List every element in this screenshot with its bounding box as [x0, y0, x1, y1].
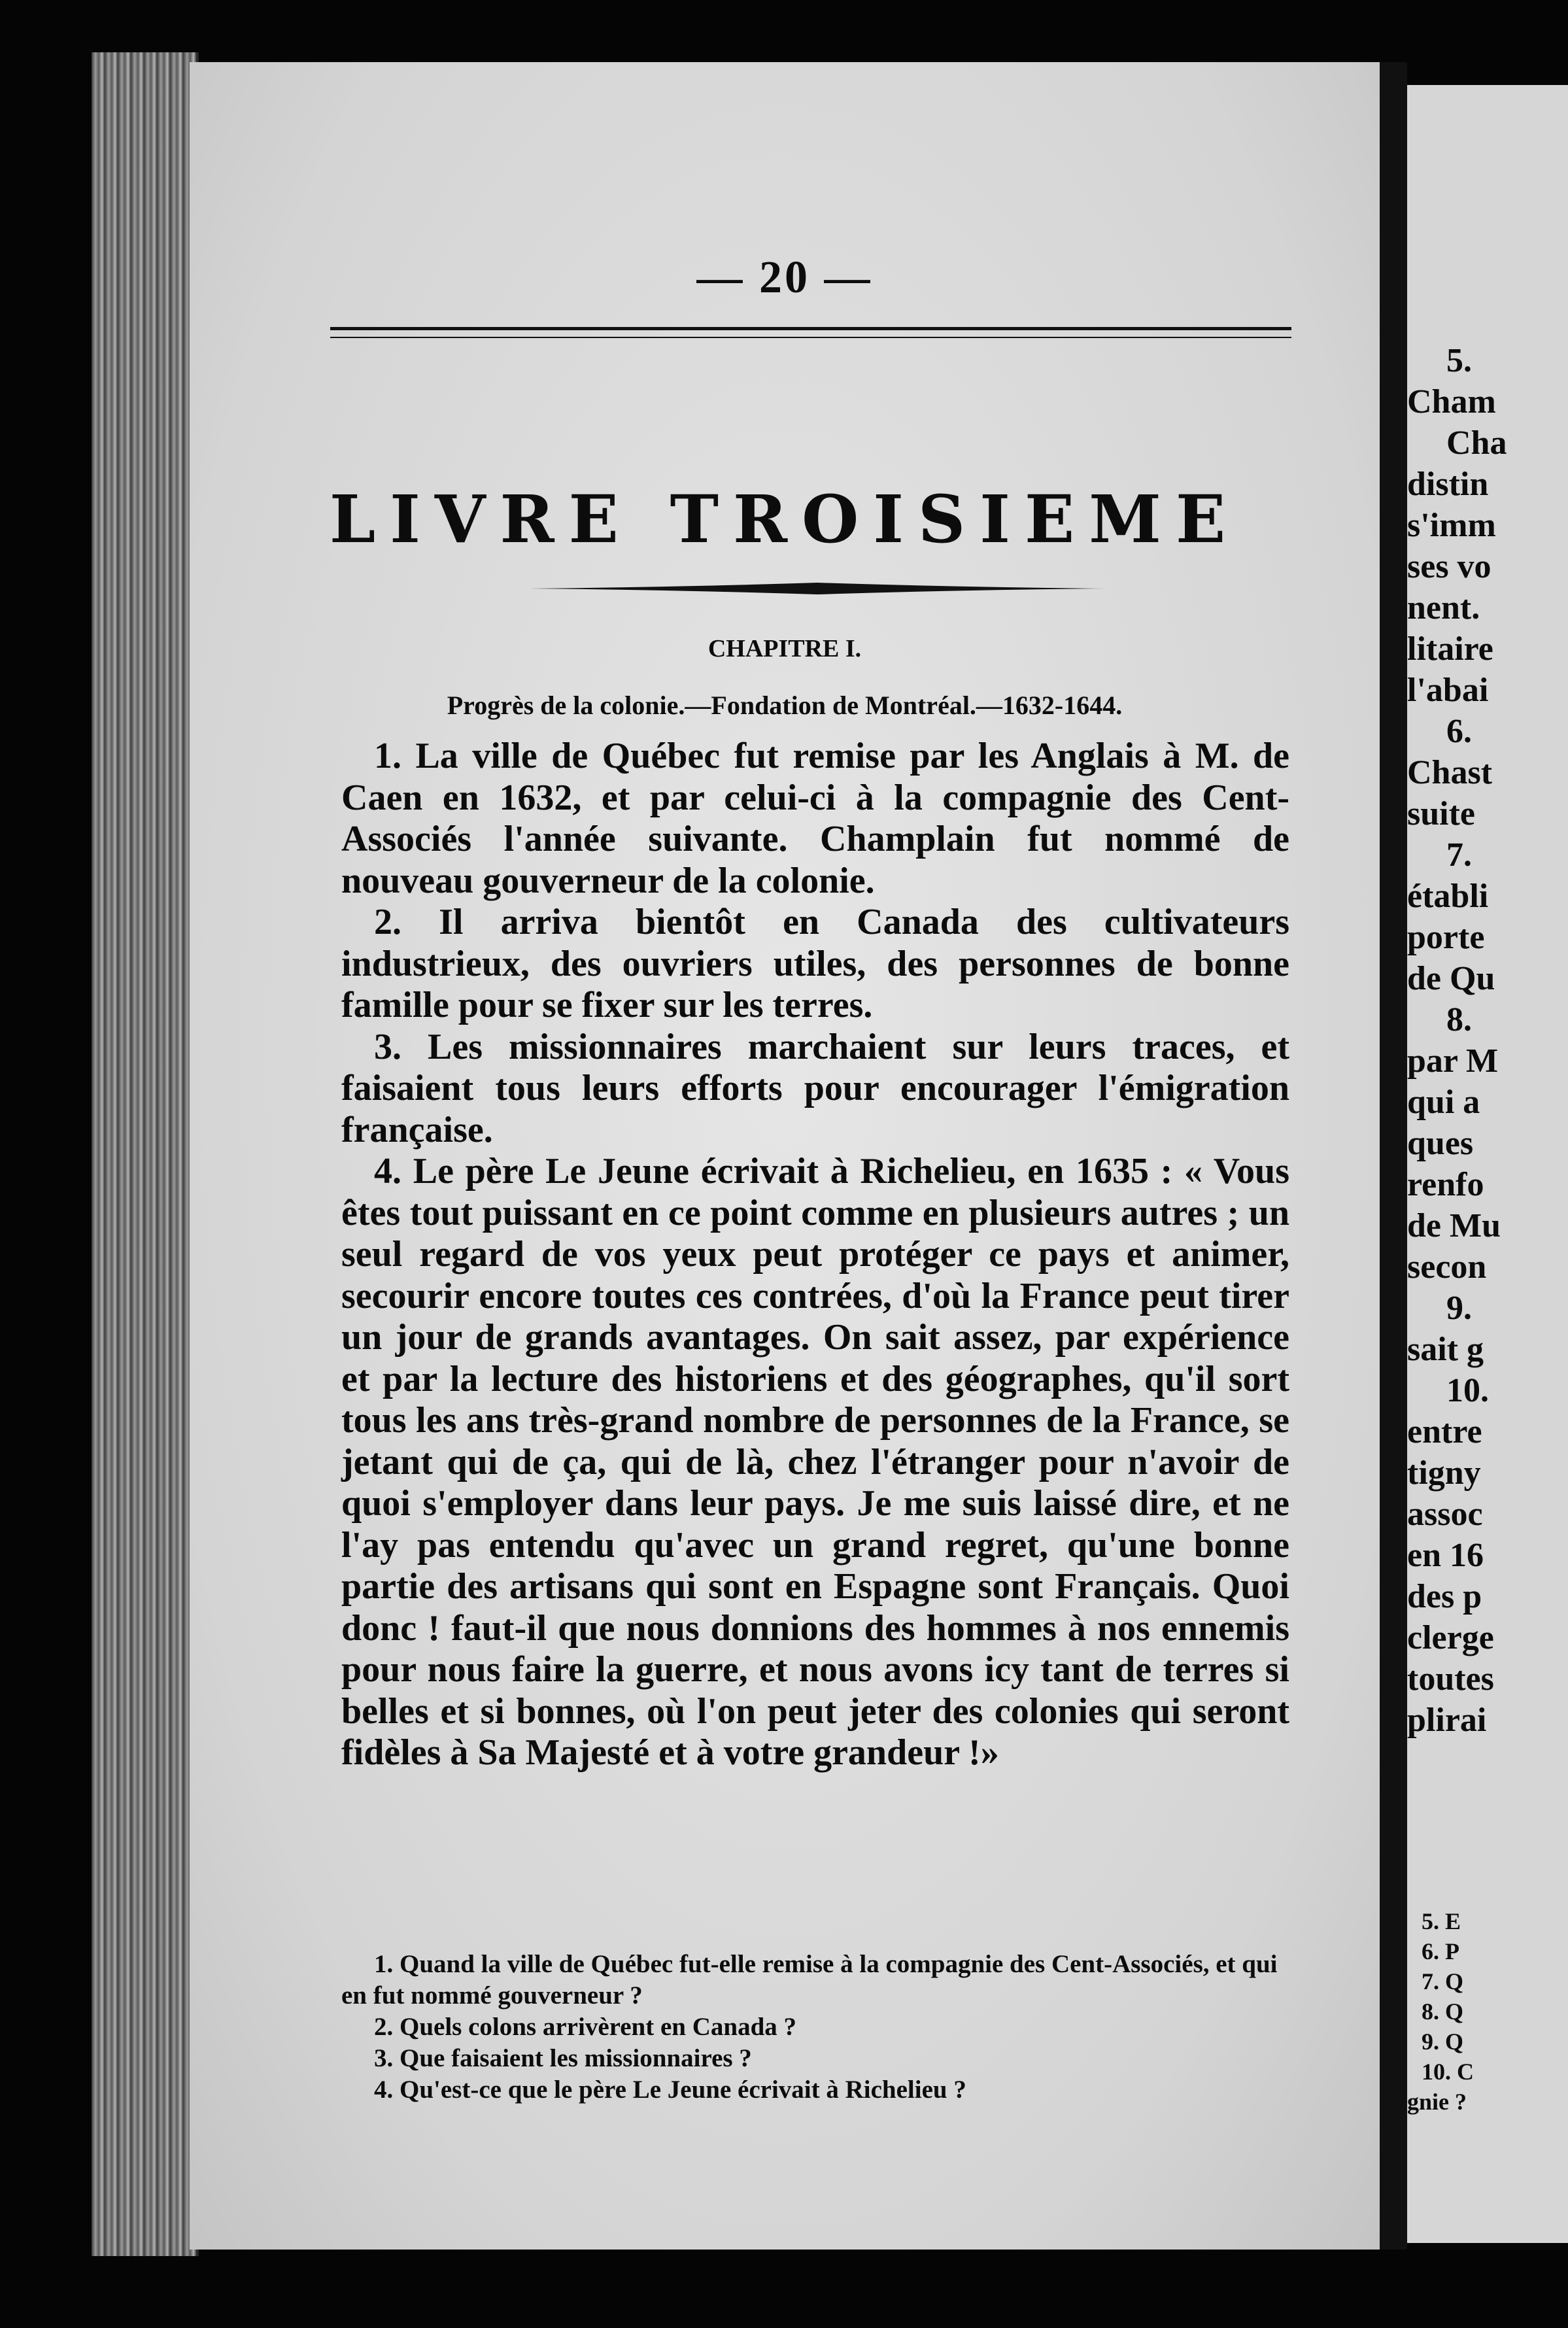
facing-question: 5. E [1422, 1908, 1461, 1934]
facing-line: établi [1407, 878, 1489, 915]
facing-line: 9. [1446, 1290, 1472, 1327]
question: 2. Quels colons arrivèrent en Canada ? [374, 2013, 797, 2041]
facing-line: 7. [1446, 836, 1472, 874]
facing-line: assoc [1407, 1496, 1483, 1533]
facing-line: tigny [1407, 1454, 1481, 1492]
header-rule [330, 327, 1291, 330]
paragraph: 1. La ville de Québec fut remise par les Anglais à M. de Caen en 1632, et par celui-ci à la compagnie des Cent-Associés l'année suivante. Champlain fut nommé de nouveau gouverneur de la colonie. [341, 736, 1289, 901]
facing-line: qui a [1407, 1084, 1480, 1121]
facing-line: clerge [1407, 1619, 1494, 1656]
facing-page-text [1407, 340, 1568, 1741]
facing-line: sait g [1407, 1331, 1484, 1368]
facing-line: toutes [1407, 1660, 1494, 1698]
facing-line: 6. [1446, 713, 1472, 750]
facing-line: 10. [1446, 1372, 1489, 1409]
facing-line: ques [1407, 1125, 1474, 1162]
question: 4. Qu'est-ce que le père Le Jeune écrivait à Richelieu ? [374, 2076, 966, 2104]
facing-line: s'imm [1407, 507, 1496, 544]
facing-line: l'abai [1407, 672, 1489, 709]
facing-line: 8. [1446, 1001, 1472, 1038]
facing-line: 5. [1446, 342, 1472, 379]
facing-line: plirai [1407, 1702, 1487, 1739]
body-text [341, 736, 1289, 1774]
facing-line: renfo [1407, 1166, 1484, 1203]
question: 1. Quand la ville de Québec fut-elle remise à la compagnie des Cent-Associés, et qui en fut nommé gouverneur ? [341, 1950, 1278, 2010]
facing-question: 9. Q [1422, 2028, 1464, 2055]
header-rule-thin [330, 337, 1291, 338]
facing-question: 8. Q [1422, 1998, 1464, 2025]
ornament-divider [530, 579, 1105, 598]
book-page-edges [92, 52, 199, 2256]
book-title: LIVRE TROISIEME [329, 481, 1240, 558]
question: 3. Que faisaient les missionnaires ? [374, 2044, 752, 2072]
facing-line: de Qu [1407, 960, 1495, 997]
facing-line: secon [1407, 1248, 1487, 1286]
facing-line: porte [1407, 919, 1485, 956]
facing-line: suite [1407, 795, 1475, 832]
facing-line: Cha [1446, 424, 1507, 462]
paragraph: 2. Il arriva bientôt en Canada des cultivateurs industrieux, des ouvriers utiles, des personnes de bonne famille pour se fixer sur les terres. [341, 902, 1289, 1025]
chapter-heading: CHAPITRE I. [707, 635, 862, 662]
facing-line: litaire [1407, 630, 1493, 668]
book-gutter [1380, 62, 1407, 2250]
facing-line: Chast [1407, 754, 1493, 791]
facing-question: 7. Q [1422, 1968, 1464, 1994]
facing-line: entre [1407, 1413, 1482, 1450]
facing-line: par M [1407, 1042, 1499, 1080]
review-questions [341, 1949, 1289, 2106]
facing-line: nent. [1407, 589, 1480, 626]
facing-line: en 16 [1407, 1537, 1484, 1574]
facing-line: Cham [1407, 383, 1496, 420]
left-page [190, 62, 1380, 2250]
page-number: — 20 — [696, 252, 873, 303]
facing-question: gnie ? [1407, 2089, 1467, 2115]
facing-question: 10. C [1422, 2059, 1474, 2085]
paragraph: 4. Le père Le Jeune écrivait à Richelieu, en 1635 : « Vous êtes tout puissant en ce point comme en plusieurs autres ; un seul regard de vos yeux peut protéger ce pays et animer, secourir encore toutes ces contrées, d'où la France peut tirer un jour de grands avantages. On sait assez, par expérience et par la lecture des historiens et des géographes, qu'il sort tous les ans très-grand nombre de personnes de la France, se jetant qui de ça, qui de là, chez l'étranger pour n'avoir de quoi s'employer dans leur pays. Je me suis laissé dire, et ne l'ay pas entendu qu'avec un grand regret, qu'une bonne partie des artisans qui sont en Espagne sont Français. Quoi donc ! faut-il que nous donnions des hommes à nos ennemis pour nous faire la guerre, et nous avons icy tant de terres si belles et si bonnes, où l'on peut jeter des colonies qui seront fidèles à Sa Majesté et à votre grandeur !» [341, 1151, 1289, 1773]
chapter-subtitle: Progrès de la colonie.—Fondation de Montréal.—1632-1644. [447, 691, 1123, 720]
paragraph: 3. Les missionnaires marchaient sur leurs traces, et faisaient tous leurs efforts pour encourager l'émigration française. [341, 1026, 1289, 1150]
facing-line: distin [1407, 466, 1489, 503]
facing-line: des p [1407, 1578, 1482, 1615]
facing-line: de Mu [1407, 1207, 1501, 1244]
facing-line: ses vo [1407, 548, 1491, 585]
facing-question: 6. P [1422, 1938, 1459, 1964]
facing-page-questions [1407, 1906, 1474, 2117]
facing-page [1407, 85, 1568, 2243]
